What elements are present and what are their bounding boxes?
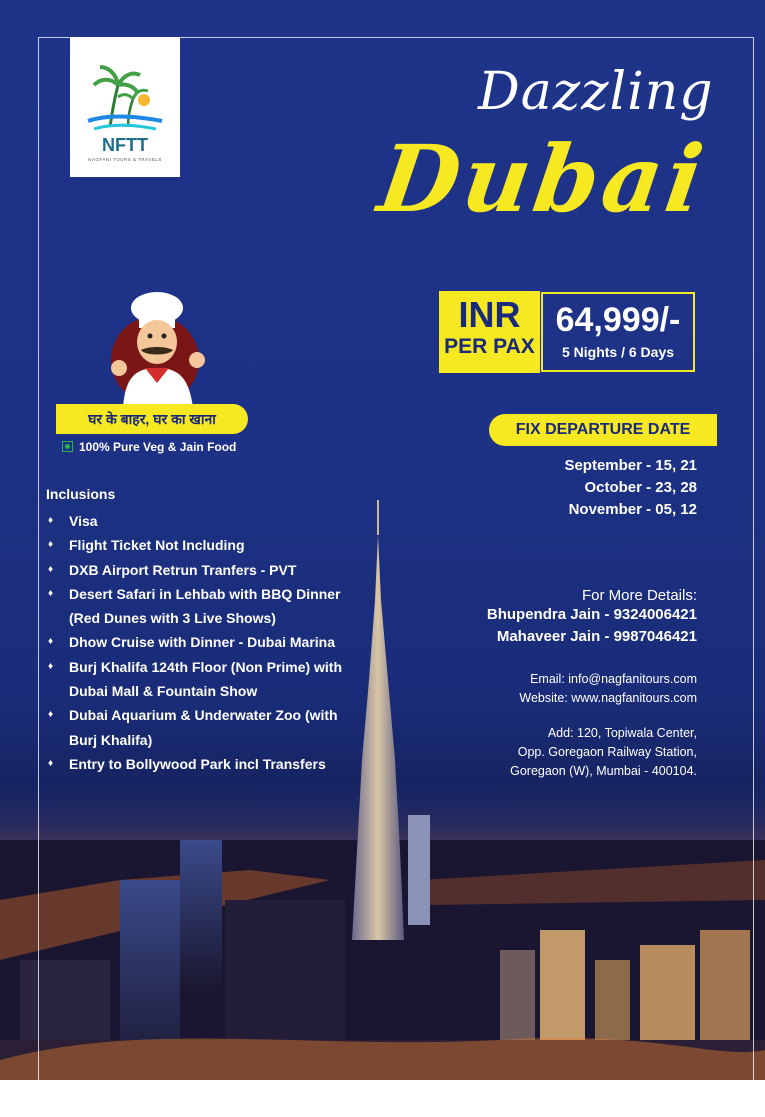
contact-person: Mahaveer Jain - 9987046421: [496, 628, 697, 645]
palm-tree-icon: [70, 37, 180, 137]
contact-heading: For More Details:: [581, 587, 697, 604]
veg-note: [62, 440, 236, 454]
price-amount: 64,999/-: [555, 301, 681, 339]
departure-date: September - 15, 21: [564, 457, 697, 474]
chef-icon: [105, 288, 225, 408]
veg-symbol-icon: [62, 441, 73, 452]
inclusion-item: ♦ Burj Khalifa 124th Floor (Non Prime) with Dubai Mall & Fountain Show: [46, 655, 366, 704]
logo-name: NFTT: [102, 135, 148, 155]
title-dubai: Dubai: [372, 125, 714, 233]
contact-website: Website: www.nagfanitours.com: [519, 691, 697, 705]
inclusion-item: ♦ Dhow Cruise with Dinner - Dubai Marina: [46, 630, 366, 654]
inclusion-item: ♦ DXB Airport Retrun Tranfers - PVT: [46, 558, 366, 582]
price-amount-box: [541, 292, 695, 372]
title-dazzling: Dazzling: [478, 62, 714, 122]
address-line: Opp. Goregaon Railway Station,: [517, 745, 697, 759]
departure-dates: [564, 455, 697, 521]
contact-person: Bhupendra Jain - 9324006421: [486, 606, 697, 623]
departure-date: November - 05, 12: [568, 501, 697, 518]
departure-date: October - 23, 28: [584, 479, 697, 496]
inclusion-item: ♦ Desert Safari in Lehbab with BBQ Dinner (Red Dunes with 3 Live Shows): [46, 582, 366, 631]
address-line: Goregaon (W), Mumbai - 400104.: [510, 764, 697, 778]
price-unit: PER PAX: [444, 335, 535, 358]
logo: [70, 37, 180, 177]
inclusions-list: [46, 509, 366, 776]
trip-duration: 5 Nights / 6 Days: [561, 344, 675, 360]
inclusion-item: ♦ Entry to Bollywood Park incl Transfers: [46, 752, 366, 776]
food-tagline-banner: घर के बाहर, घर का खाना: [56, 404, 248, 434]
address-line: Add: 120, Topiwala Center,: [547, 726, 697, 740]
price-currency-box: [439, 291, 540, 373]
inclusion-item: ♦ Flight Ticket Not Including: [46, 533, 366, 557]
contact-email: Email: info@nagfanitours.com: [530, 672, 697, 686]
inclusions-title: Inclusions: [46, 486, 116, 502]
inclusion-item: ♦ Visa: [46, 509, 366, 533]
logo-tagline: NAGFANI TOURS & TRAVELS: [88, 157, 162, 162]
inclusion-item: ♦ Dubai Aquarium & Underwater Zoo (with Burj Khalifa): [46, 703, 366, 752]
contact-block: [487, 587, 697, 781]
veg-note-text: 100% Pure Veg & Jain Food: [79, 440, 237, 454]
departure-banner: FIX DEPARTURE DATE: [489, 414, 717, 446]
price-currency: INR: [458, 294, 521, 335]
